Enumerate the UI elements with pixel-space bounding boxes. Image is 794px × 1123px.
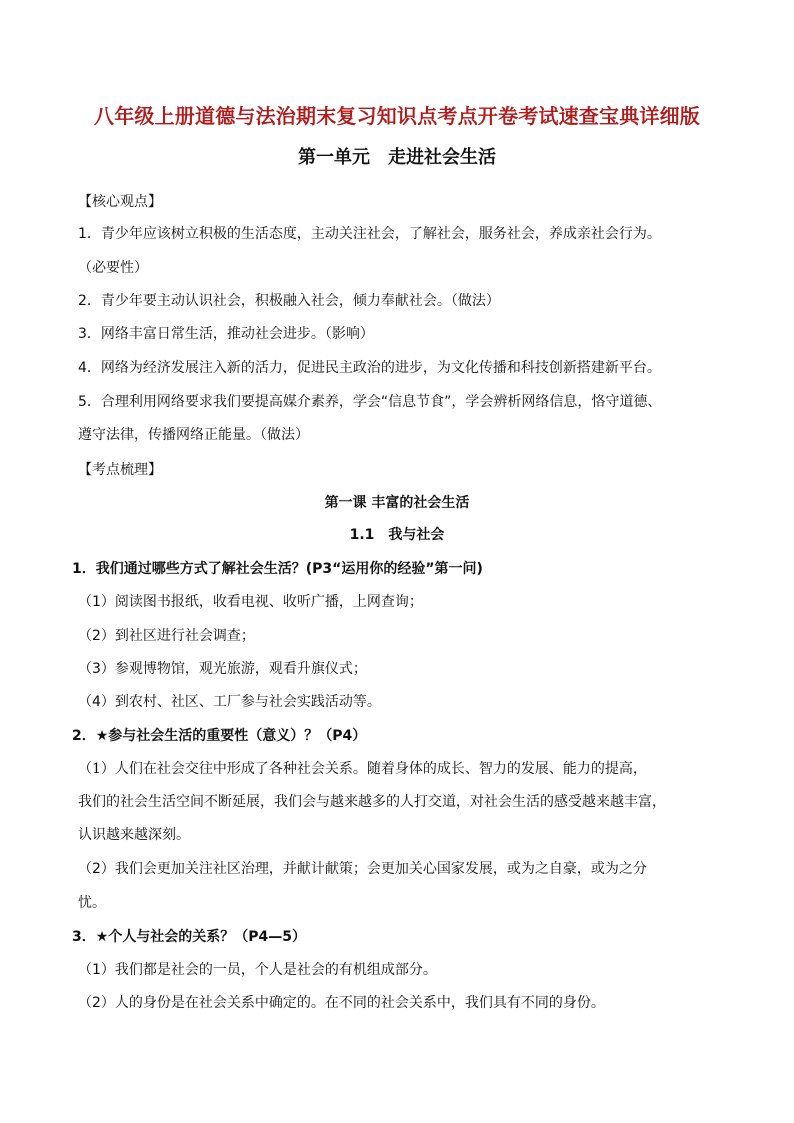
q2-answer-2-end: 忧。 xyxy=(78,895,106,911)
core-point-5-cont: 遵守法律，传播网络正能量。（做法） xyxy=(78,427,309,443)
core-point-4: 4．网络为经济发展注入新的活力，促进民主政治的进步，为文化传播和科技创新搭建新平台。 xyxy=(78,360,661,376)
q2-answer-1-end: 认识越来越深刻。 xyxy=(78,827,190,843)
q2-answer-2: （2）我们会更加关注社区治理，并献计献策；会更加关心国家发展，或为之自豪，或为之分 xyxy=(78,861,647,877)
q3-answer-1: （1）我们都是社会的一员，个人是社会的有机组成部分。 xyxy=(78,962,437,978)
subsection-title: 1.1 我与社会 xyxy=(349,527,445,543)
q2-answer-1: （1）人们在社会交往中形成了各种社会关系。随着身体的成长、智力的发展、能力的提高， xyxy=(78,761,647,777)
q1-answer-1: （1）阅读图书报纸，收看电视、收听广播，上网查询； xyxy=(78,594,423,610)
q3-answer-2: （2）人的身份是在社会关系中确定的。在不同的社会关系中，我们具有不同的身份。 xyxy=(78,995,605,1011)
document-title: 八年级上册道德与法治期末复习知识点考点开卷考试速查宝典详细版 xyxy=(94,104,700,128)
q2-answer-1-cont: 我们的社会生活空间不断延展，我们会与越来越多的人打交道，对社会生活的感受越来越丰富， xyxy=(78,794,666,810)
core-point-1: 1．青少年应该树立积极的生活态度，主动关注社会，了解社会，服务社会，养成亲社会行为。 xyxy=(78,226,661,242)
question-2: 2．★参与社会生活的重要性（意义）？（P4） xyxy=(72,728,367,744)
core-point-2: 2．青少年要主动认识社会，积极融入社会，倾力奉献社会。（做法） xyxy=(78,293,500,309)
unit-title: 第一单元 走进社会生活 xyxy=(298,147,496,168)
question-3: 3．★个人与社会的关系？（P4—5） xyxy=(72,929,307,945)
q1-answer-4: （4）到农村、社区、工厂参与社会实践活动等。 xyxy=(78,694,381,710)
core-point-5: 5．合理利用网络要求我们要提高媒介素养，学会“信息节食”，学会辨析网络信息，恪守道德、 xyxy=(78,394,662,410)
lesson-title: 第一课 丰富的社会生活 xyxy=(324,495,470,511)
core-section-heading: 【核心观点】 xyxy=(78,194,162,210)
question-1: 1．我们通过哪些方式了解社会生活？(P3“运用你的经验”第一问) xyxy=(72,561,483,577)
q1-answer-3: （3）参观博物馆，观光旅游，观看升旗仪式； xyxy=(78,661,367,677)
q1-answer-2: （2）到社区进行社会调查； xyxy=(78,628,255,644)
exam-section-heading: 【考点梳理】 xyxy=(78,462,162,478)
core-point-1-note: （必要性） xyxy=(78,260,148,276)
core-point-3: 3．网络丰富日常生活，推动社会进步。（影响） xyxy=(78,326,374,342)
